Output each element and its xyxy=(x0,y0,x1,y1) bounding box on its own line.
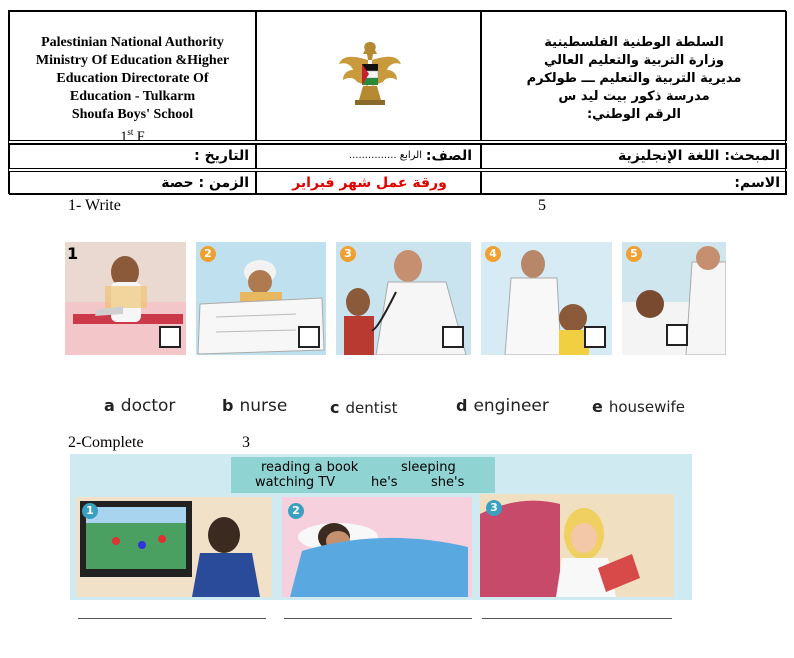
arabic-line-1: السلطة الوطنية الفلسطينية xyxy=(544,35,724,50)
picture2-number-1: 1 xyxy=(82,503,98,519)
class-value: الرابع ............... xyxy=(348,150,422,161)
answer-line-3[interactable] xyxy=(482,618,672,619)
word-option-d xyxy=(456,396,549,416)
date-label: التاريخ : xyxy=(194,148,249,164)
arabic-header-cell xyxy=(481,11,787,141)
word-option-c xyxy=(330,398,398,417)
picture-number-4: 4 xyxy=(485,246,501,262)
answer-box-1[interactable] xyxy=(159,326,181,348)
answer-line-1[interactable] xyxy=(78,618,266,619)
name-cell xyxy=(481,171,787,195)
arabic-line-4: مدرسة ذكور بيت ليد س xyxy=(558,89,710,104)
header-table xyxy=(8,10,786,194)
word-letter-b: b xyxy=(222,396,234,415)
word-letter-c: c xyxy=(330,398,340,417)
picture-number-1: 1 xyxy=(67,244,79,263)
picture-engineer xyxy=(196,242,326,355)
answer-line-2[interactable] xyxy=(284,618,472,619)
class-field-label: الصف: xyxy=(425,148,472,164)
worksheet-title: ورقة عمل شهر فبراير xyxy=(292,175,447,191)
name-label: الاسم: xyxy=(734,175,780,191)
date-cell xyxy=(9,143,256,169)
word-bank-hes: he's xyxy=(371,475,398,490)
word-option-b xyxy=(222,396,287,416)
picture-housewife xyxy=(65,242,186,355)
picture-reading xyxy=(480,494,674,597)
grade-sup: st xyxy=(127,127,134,137)
picture-sleeping xyxy=(282,497,472,597)
section2-title: 2-Complete xyxy=(68,434,144,451)
girl-reading-book-icon xyxy=(480,494,674,597)
word-bank-watching: watching TV xyxy=(255,475,336,490)
english-line-1: Palestinian National Authority xyxy=(41,35,224,50)
word-option-e xyxy=(592,397,685,416)
word-engineer: engineer xyxy=(473,396,549,416)
english-line-3: Education Directorate Of xyxy=(56,71,209,86)
worksheet-title-cell xyxy=(256,171,481,195)
picture2-number-2: 2 xyxy=(288,503,304,519)
subject-label: المبحث: اللغة الإنجليزية xyxy=(617,148,780,164)
english-line-5: Shoufa Boys' School xyxy=(71,107,194,122)
word-letter-e: e xyxy=(592,397,603,416)
section1-marks: 5 xyxy=(538,197,546,214)
grade-number: 1 xyxy=(120,129,128,145)
boy-watching-tv-icon xyxy=(76,497,272,597)
word-option-a xyxy=(104,396,175,416)
logo-cell xyxy=(256,11,481,141)
answer-box-4[interactable] xyxy=(584,326,606,348)
word-letter-a: a xyxy=(104,396,115,415)
answer-box-3[interactable] xyxy=(442,326,464,348)
arabic-line-2: وزارة التربية والتعليم العالي xyxy=(543,53,725,68)
picture-doctor xyxy=(336,242,471,355)
word-doctor: doctor xyxy=(120,396,176,416)
word-housewife: housewife xyxy=(608,398,686,416)
picture-watching-tv xyxy=(76,497,272,597)
english-line-4: Education - Tulkarm xyxy=(69,89,196,104)
picture2-number-3: 3 xyxy=(486,500,502,516)
word-bank-reading: reading a book xyxy=(261,460,359,475)
time-label: الزمن : حصة xyxy=(161,175,249,191)
picture-nurse xyxy=(622,242,726,355)
picture-number-3: 3 xyxy=(340,246,356,262)
arabic-line-5: الرقم الوطني: xyxy=(586,107,682,122)
arabic-line-3: مديرية التربية والتعليم ـــ طولكرم xyxy=(526,71,742,86)
answer-box-5[interactable] xyxy=(666,324,688,346)
word-nurse: nurse xyxy=(239,396,288,416)
word-dentist: dentist xyxy=(345,399,398,417)
section2-marks: 3 xyxy=(242,434,250,451)
answer-box-2[interactable] xyxy=(298,326,320,348)
word-bank-shes: she's xyxy=(431,475,465,490)
girl-sleeping-icon xyxy=(282,497,472,597)
picture-dentist xyxy=(481,242,612,355)
word-bank xyxy=(231,457,495,493)
palestine-eagle-logo xyxy=(335,36,405,108)
english-header-cell xyxy=(9,11,256,145)
time-cell xyxy=(9,171,256,195)
section1-title: 1- Write xyxy=(68,197,121,214)
english-line-2: Ministry Of Education &Higher xyxy=(35,53,230,68)
grade-letter: F xyxy=(136,129,145,145)
word-bank-sleeping: sleeping xyxy=(401,460,456,475)
subject-cell xyxy=(481,143,787,169)
word-letter-d: d xyxy=(456,396,468,415)
picture-number-2: 2 xyxy=(200,246,216,262)
class-cell xyxy=(256,143,481,169)
picture-number-5: 5 xyxy=(626,246,642,262)
